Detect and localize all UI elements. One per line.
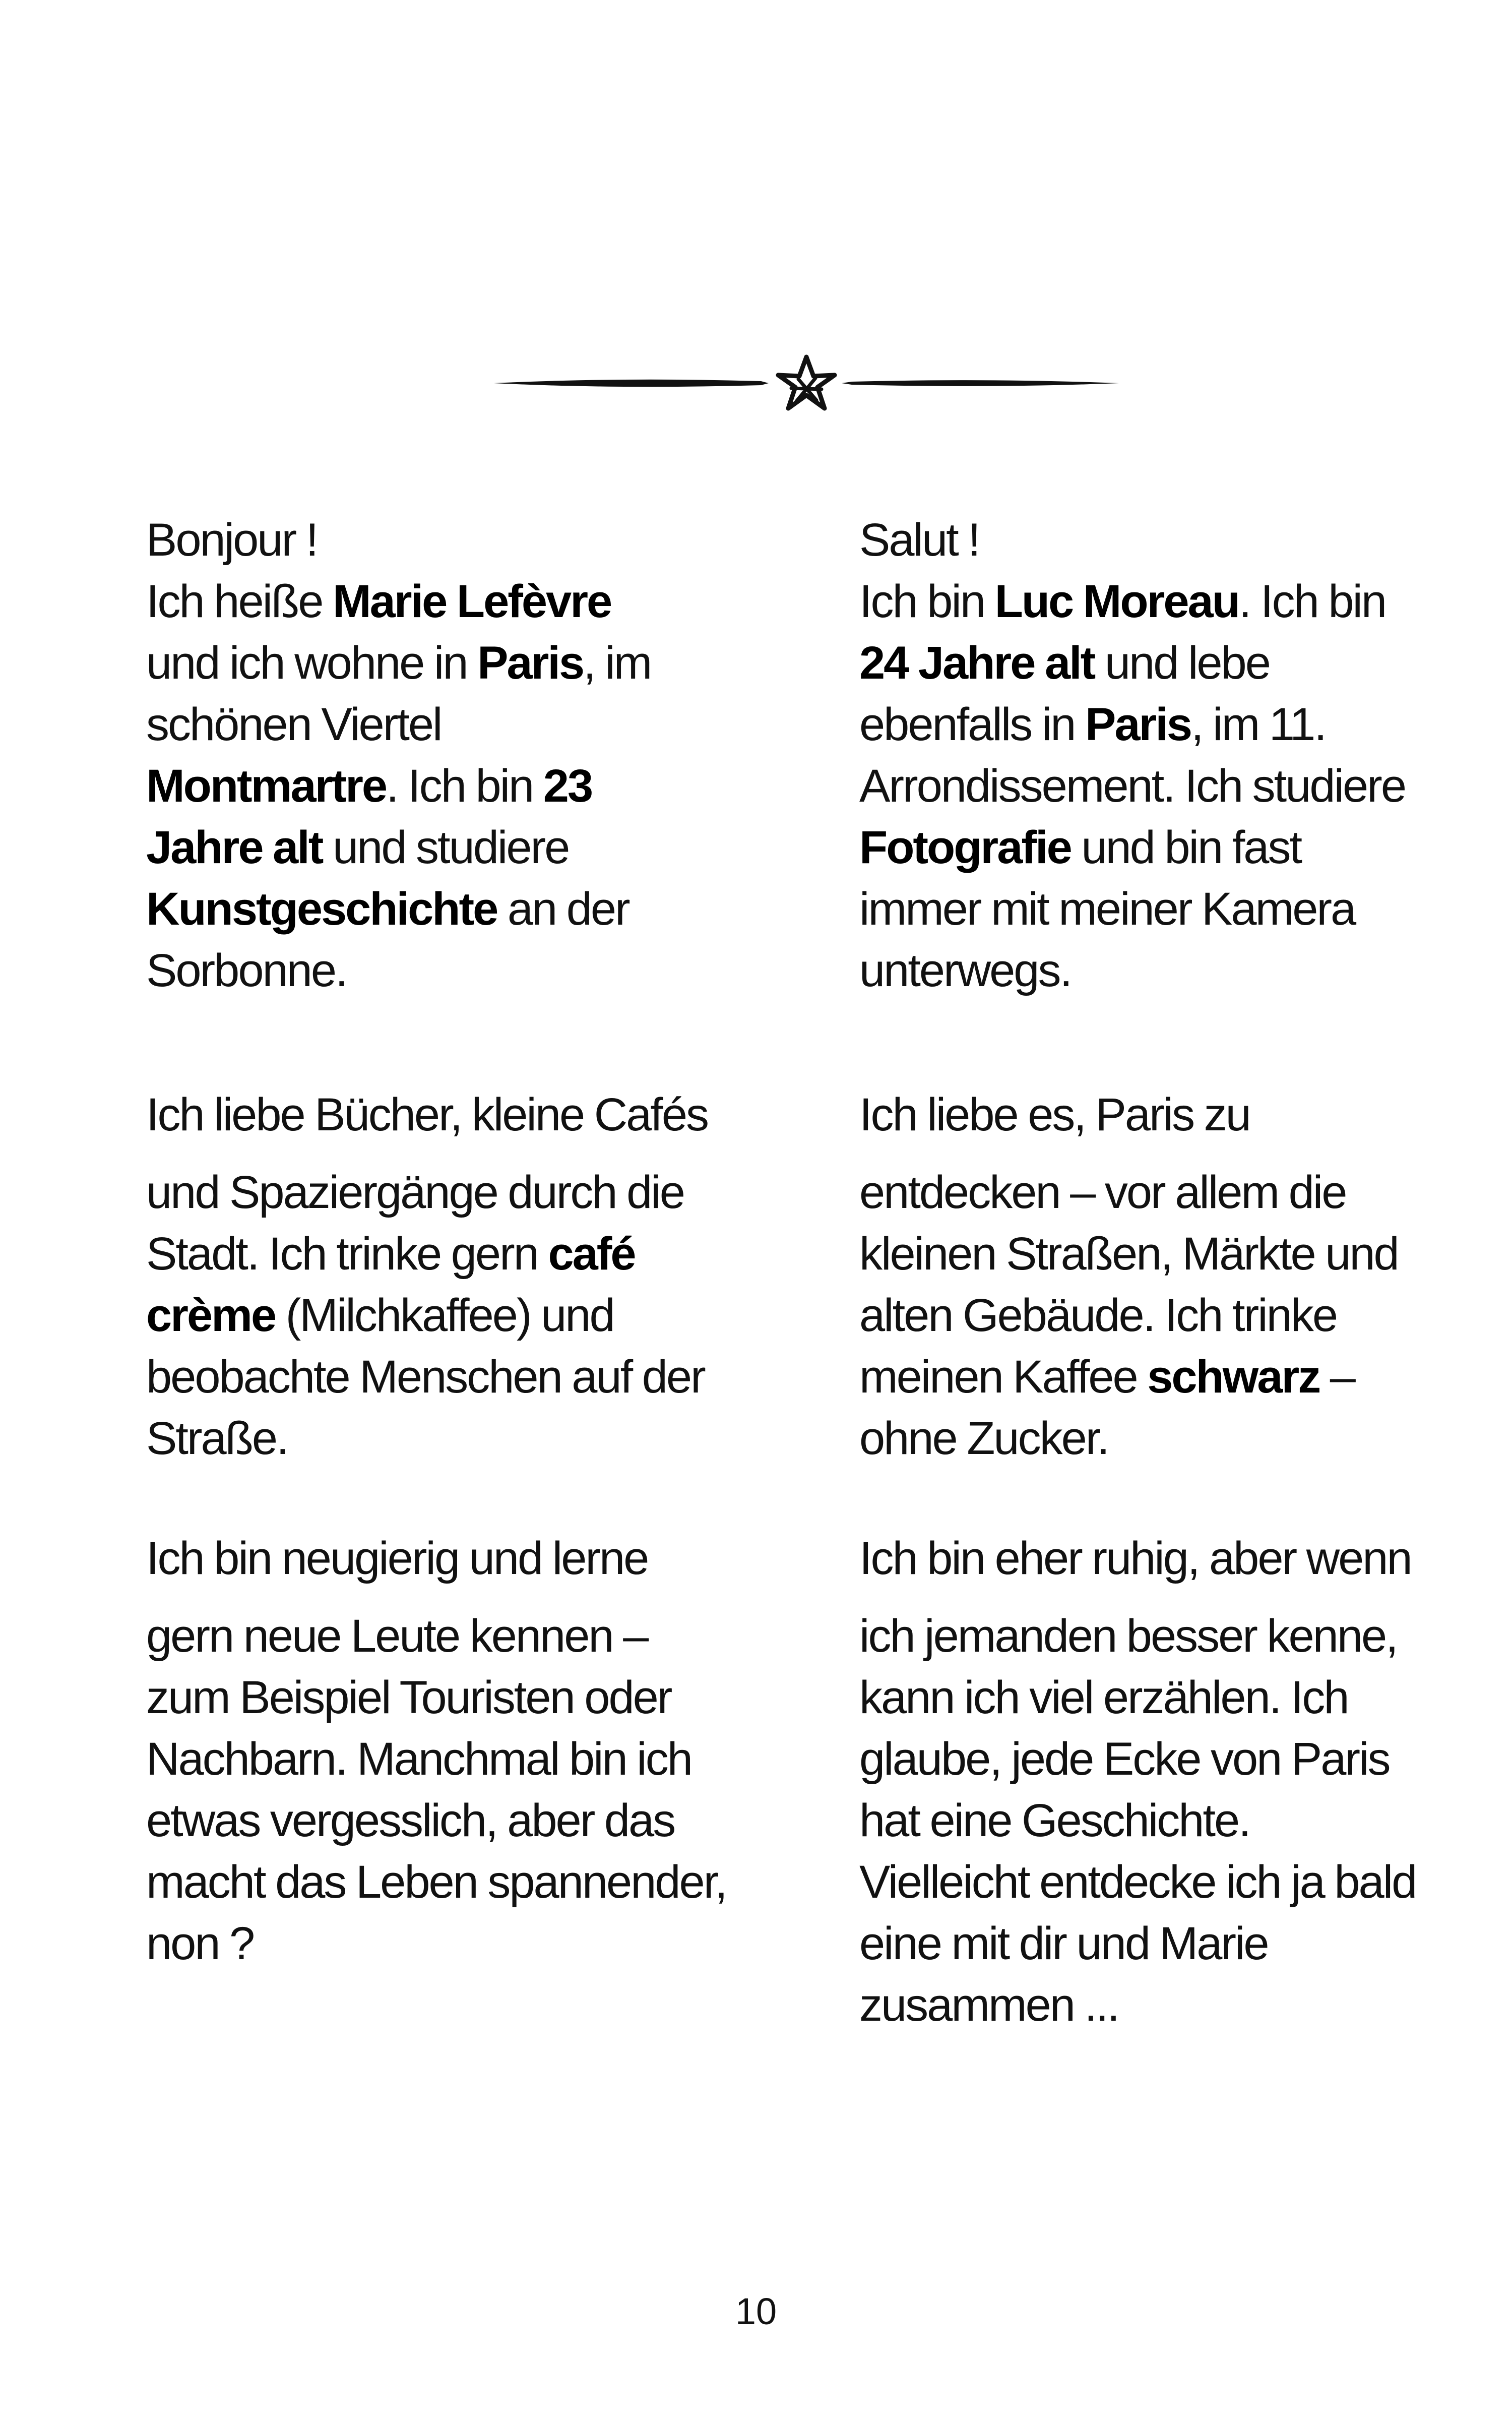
- text-line: [859, 1084, 1424, 1145]
- text-run: etwas vergesslich, aber das: [146, 1795, 675, 1846]
- text-run: , im: [583, 637, 651, 689]
- bold-text: café: [548, 1228, 635, 1280]
- text-run: Bonjour !: [146, 514, 318, 566]
- text-line: [146, 1285, 711, 1346]
- text-line: [146, 571, 711, 632]
- text-line: [146, 1223, 711, 1285]
- text-line: [146, 1790, 711, 1851]
- text-line: [859, 940, 1424, 1001]
- paragraph-gap: [146, 1145, 711, 1162]
- text-line: [146, 1162, 711, 1223]
- text-line: [859, 1408, 1424, 1469]
- text-run: Nachbarn. Manchmal bin ich: [146, 1733, 691, 1785]
- text-line: [146, 632, 711, 694]
- text-run: Vielleicht entdecke ich ja bald: [859, 1856, 1416, 1908]
- bold-text: Kunstgeschichte: [146, 883, 497, 935]
- text-line: [146, 755, 711, 817]
- text-run: beobachte Menschen auf der: [146, 1351, 705, 1403]
- text-line: [146, 940, 711, 1001]
- text-run: (Milchkaffee) und: [275, 1290, 614, 1341]
- text-line: [859, 1223, 1424, 1285]
- marie-intro-paragraph: [146, 509, 711, 1001]
- bold-text: 24 Jahre alt: [859, 637, 1095, 689]
- text-line: [859, 1346, 1424, 1408]
- text-line: [859, 509, 1424, 571]
- text-line: [859, 878, 1424, 940]
- text-run: ohne Zucker.: [859, 1413, 1108, 1464]
- text-run: Salut !: [859, 514, 979, 566]
- text-line: [146, 1913, 711, 1974]
- text-run: und ich wohne in: [146, 637, 478, 689]
- bold-text: 23: [543, 760, 592, 812]
- text-line: [146, 1605, 711, 1667]
- text-line: [146, 1408, 711, 1469]
- star-divider-ornament: [494, 348, 1119, 418]
- text-run: entdecken – vor allem die: [859, 1167, 1346, 1218]
- text-run: ich jemanden besser kenne,: [859, 1610, 1397, 1662]
- bold-text: schwarz: [1147, 1351, 1320, 1403]
- marie-personality-paragraph: [146, 1528, 726, 1974]
- text-line: [859, 1605, 1424, 1667]
- bold-text: Montmartre: [146, 760, 387, 812]
- text-run: und bin fast: [1070, 822, 1301, 873]
- text-line: [146, 509, 711, 571]
- text-run: , im 11.: [1191, 699, 1326, 750]
- text-run: Ich liebe Bücher, kleine Cafés: [146, 1089, 708, 1140]
- text-line: [146, 694, 711, 755]
- luc-intro-paragraph: [859, 509, 1424, 1001]
- text-run: unterwegs.: [859, 945, 1072, 996]
- bold-text: crème: [146, 1290, 276, 1341]
- text-run: glaube, jede Ecke von Paris: [859, 1733, 1390, 1785]
- text-line: [859, 1667, 1424, 1728]
- text-line: [146, 1851, 726, 1913]
- star-icon: [778, 357, 835, 408]
- text-run: immer mit meiner Kamera: [859, 883, 1355, 935]
- text-run: kann ich viel erzählen. Ich: [859, 1672, 1348, 1723]
- text-run: zum Beispiel Touristen oder: [146, 1672, 671, 1723]
- text-run: ebenfalls in: [859, 699, 1085, 750]
- text-line: [859, 817, 1424, 878]
- bold-text: Marie Lefèvre: [332, 576, 611, 627]
- text-run: Ich bin eher ruhig, aber wenn: [859, 1533, 1411, 1584]
- text-line: [146, 817, 711, 878]
- text-line: [859, 1974, 1424, 2036]
- text-line: [859, 1162, 1424, 1223]
- text-line: [859, 632, 1424, 694]
- text-run: eine mit dir und Marie: [859, 1918, 1268, 1969]
- text-run: meinen Kaffee: [859, 1351, 1148, 1403]
- text-run: zusammen ...: [859, 1979, 1119, 2031]
- text-run: Arrondissement. Ich studiere: [859, 760, 1405, 812]
- text-line: [859, 1790, 1424, 1851]
- bold-text: Fotografie: [859, 822, 1071, 873]
- text-line: [146, 878, 711, 940]
- text-line: [859, 1285, 1424, 1346]
- text-run: kleinen Straßen, Märkte und: [859, 1228, 1398, 1280]
- text-run: Ich bin: [859, 576, 995, 627]
- text-run: Sorbonne.: [146, 945, 347, 996]
- text-line: [859, 1851, 1424, 1913]
- text-line: [146, 1084, 711, 1145]
- text-run: non ?: [146, 1918, 254, 1969]
- bold-text: Luc Moreau: [994, 576, 1239, 627]
- marie-likes-paragraph: [146, 1084, 711, 1469]
- text-run: . Ich bin: [386, 760, 543, 812]
- text-run: Ich bin neugierig und lerne: [146, 1533, 648, 1584]
- text-line: [859, 755, 1424, 817]
- text-line: [146, 1728, 711, 1790]
- paragraph-gap: [859, 1589, 1424, 1605]
- luc-likes-paragraph: [859, 1084, 1424, 1469]
- text-run: Stadt. Ich trinke gern: [146, 1228, 548, 1280]
- text-run: und studiere: [322, 822, 569, 873]
- text-line: [146, 1667, 711, 1728]
- bold-text: Jahre alt: [146, 822, 323, 873]
- text-run: hat eine Geschichte.: [859, 1795, 1250, 1846]
- text-run: –: [1319, 1351, 1354, 1403]
- bold-text: Paris: [477, 637, 584, 689]
- text-run: und Spaziergänge durch die: [146, 1167, 684, 1218]
- text-line: [859, 694, 1424, 755]
- text-run: macht das Leben spannender,: [146, 1856, 726, 1908]
- text-run: gern neue Leute kennen –: [146, 1610, 648, 1662]
- text-line: [859, 1528, 1424, 1589]
- paragraph-gap: [146, 1589, 711, 1605]
- text-line: [146, 1528, 711, 1589]
- text-line: [859, 1728, 1424, 1790]
- text-run: an der: [497, 883, 629, 935]
- text-run: Straße.: [146, 1413, 288, 1464]
- bold-text: Paris: [1085, 699, 1191, 750]
- text-run: . Ich bin: [1238, 576, 1386, 627]
- text-line: [859, 571, 1424, 632]
- text-run: und lebe: [1094, 637, 1270, 689]
- text-line: [859, 1913, 1424, 1974]
- page-number: 10: [735, 2290, 777, 2332]
- luc-personality-paragraph: [859, 1528, 1424, 2036]
- paragraph-gap: [859, 1145, 1424, 1162]
- text-run: Ich heiße: [146, 576, 333, 627]
- text-line: [146, 1346, 711, 1408]
- text-run: Ich liebe es, Paris zu: [859, 1089, 1250, 1140]
- text-run: alten Gebäude. Ich trinke: [859, 1290, 1337, 1341]
- text-run: schönen Viertel: [146, 699, 442, 750]
